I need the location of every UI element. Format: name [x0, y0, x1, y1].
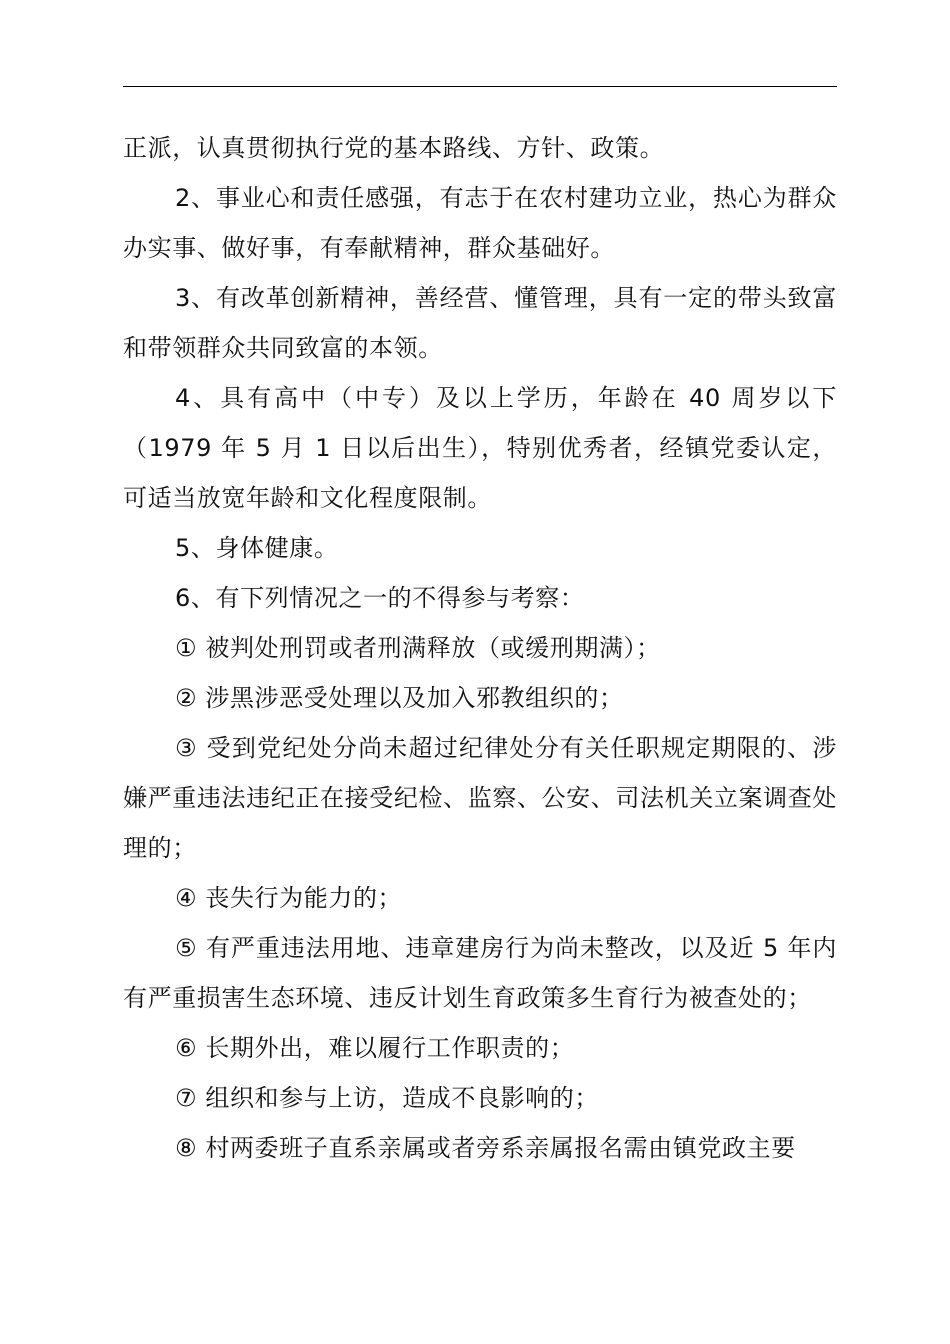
list-item-exclusion-5: ⑤ 有严重违法用地、违章建房行为尚未整改，以及近 5 年内有严重损害生态环境、违反计划生育政策多生育行为被查处的；: [123, 934, 837, 1012]
header-rule: [123, 86, 837, 87]
paragraph-continuation: 正派，认真贯彻执行党的基本路线、方针、政策。: [123, 134, 665, 162]
list-item-exclusion-1: ① 被判处刑罚或者刑满释放（或缓刑期满）；: [175, 634, 661, 662]
paragraph-requirement-5: 5、身体健康。: [175, 534, 339, 562]
list-item-exclusion-7: ⑦ 组织和参与上访，造成不良影响的；: [175, 1084, 599, 1112]
document-body: [123, 123, 837, 1173]
list-item-exclusion-3: ③ 受到党纪处分尚未超过纪律处分有关任职规定期限的、涉嫌严重违法违纪正在接受纪检、监察、公安、司法机关立案调查处理的；: [123, 734, 837, 862]
list-item-exclusion-6: ⑥ 长期外出，难以履行工作职责的；: [175, 1034, 575, 1062]
list-item-exclusion-4: ④ 丧失行为能力的；: [175, 884, 403, 912]
paragraph-requirement-3: 3、有改革创新精神，善经营、懂管理，具有一定的带头致富和带领群众共同致富的本领。: [123, 284, 837, 362]
paragraph-requirement-2: 2、事业心和责任感强，有志于在农村建功立业，热心为群众办实事、做好事，有奉献精神，群众基础好。: [123, 184, 837, 262]
list-item-exclusion-2: ② 涉黑涉恶受处理以及加入邪教组织的；: [175, 684, 624, 712]
paragraph-requirement-6: 6、有下列情况之一的不得参与考察：: [175, 584, 585, 612]
paragraph-requirement-4: 4、具有高中（中专）及以上学历，年龄在 40 周岁以下（1979 年 5 月 1 日以后出生），特别优秀者，经镇党委认定，可适当放宽年龄和文化程度限制。: [123, 384, 837, 512]
list-item-exclusion-8: ⑧ 村两委班子直系亲属或者旁系亲属报名需由镇党政主要: [175, 1134, 796, 1162]
